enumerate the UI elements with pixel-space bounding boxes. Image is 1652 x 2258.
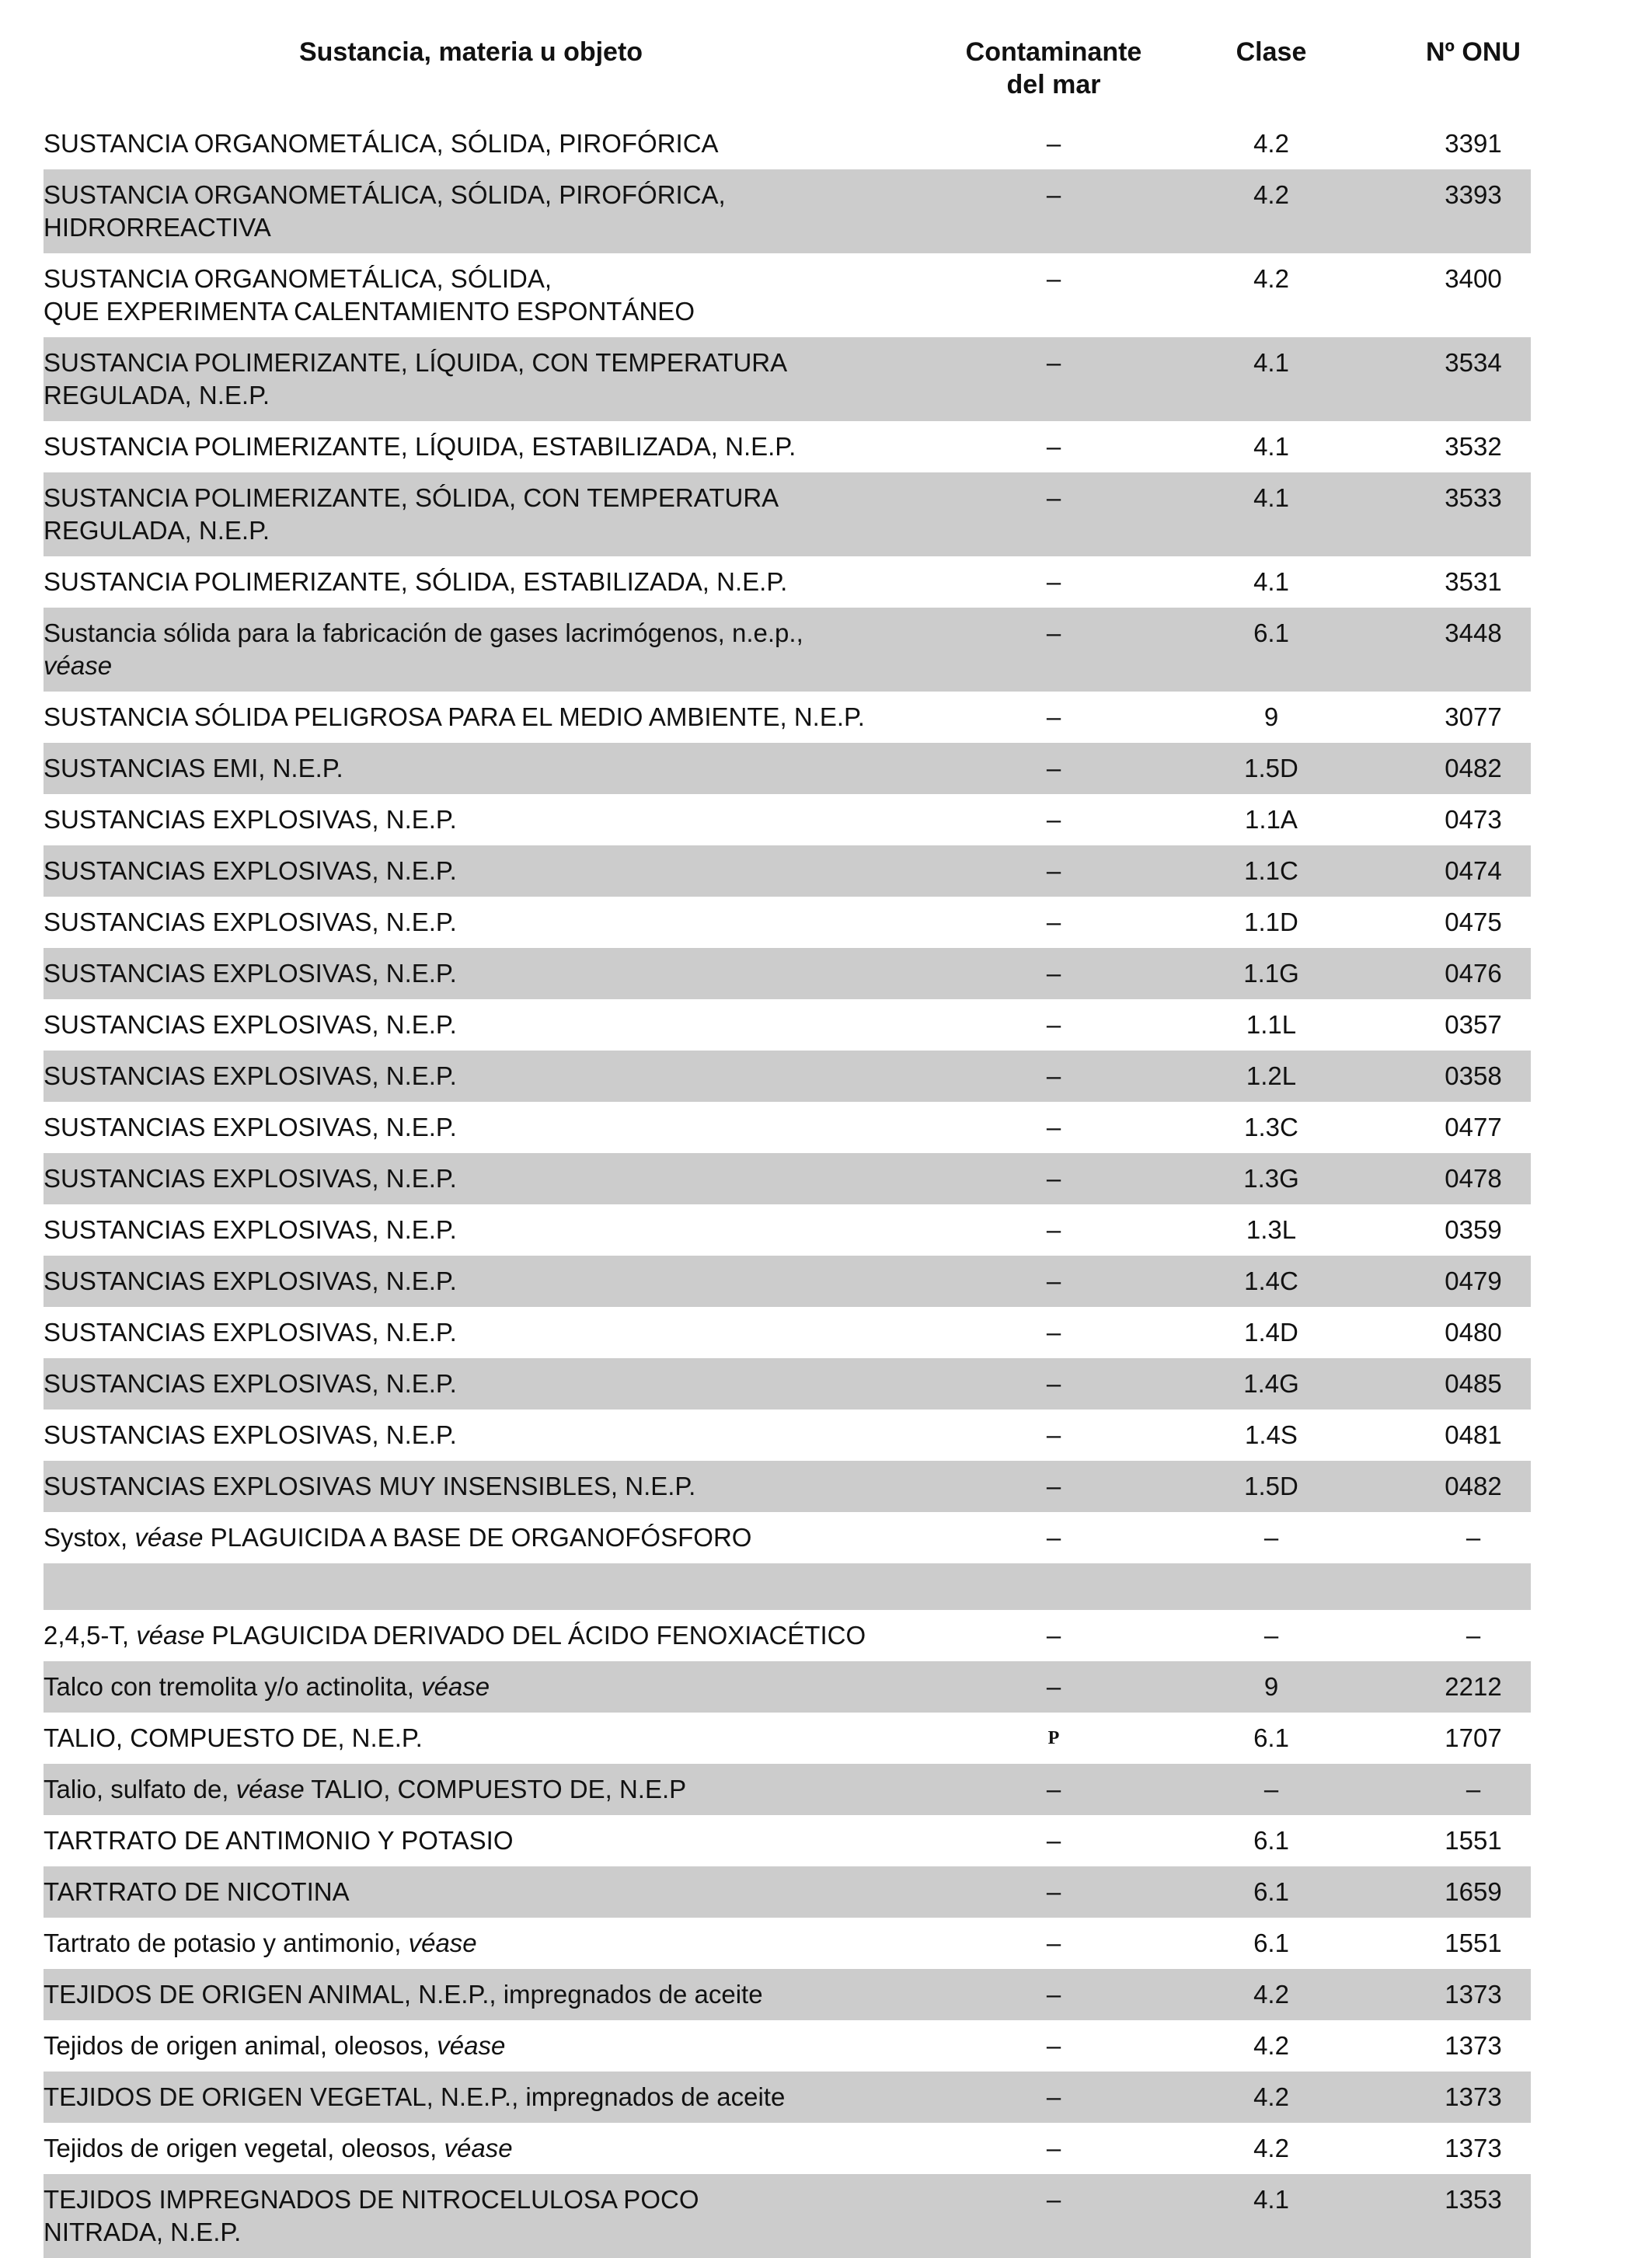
- class-cell: 4.2: [1253, 2031, 1289, 2060]
- marine-pollutant-cell: –: [1046, 2134, 1061, 2162]
- substance-name-text: Talio, sulfato de,: [44, 1775, 236, 1803]
- substance-name-text: Talco con tremolita y/o actinolita,: [44, 1672, 422, 1701]
- un-number-cell: 0473: [1445, 805, 1502, 834]
- substance-name: [44, 263, 922, 328]
- substance-name-text: SUSTANCIA POLIMERIZANTE, LÍQUIDA, ESTABILIZADA, N.E.P.: [44, 432, 796, 461]
- class-cell: 4.1: [1253, 483, 1289, 512]
- substance-name: [44, 2132, 922, 2165]
- class-cell: 1.3G: [1243, 1164, 1299, 1193]
- table-row: [44, 253, 1531, 337]
- substance-name-text: SUSTANCIAS EXPLOSIVAS, N.E.P.: [44, 908, 457, 936]
- substance-name: [44, 347, 922, 412]
- table-row: [44, 1102, 1531, 1153]
- marine-pollutant-cell: –: [1046, 1061, 1061, 1090]
- substance-name: [44, 1316, 922, 1349]
- table-row: [44, 1866, 1531, 1918]
- table-row: [44, 1204, 1531, 1256]
- substance-name: [44, 127, 922, 160]
- substance-name-text: SUSTANCIAS EXPLOSIVAS, N.E.P.: [44, 1318, 457, 1347]
- substance-name-text: SUSTANCIAS EXPLOSIVAS, N.E.P.: [44, 1113, 457, 1141]
- marine-pollutant-cell: –: [1046, 1877, 1061, 1906]
- marine-pollutant-cell: –: [1046, 2082, 1061, 2111]
- class-cell: –: [1263, 1621, 1279, 1650]
- table-row: [44, 1256, 1531, 1307]
- un-number-cell: 0475: [1445, 908, 1502, 936]
- substance-name-text: Sustancia sólida para la fabricación de gases lacrimógenos, n.e.p.,: [44, 619, 803, 647]
- un-number-cell: 0477: [1445, 1113, 1502, 1141]
- class-cell: 6.1: [1253, 1826, 1289, 1855]
- class-cell: 1.1L: [1246, 1010, 1297, 1039]
- substance-name-text: TARTRATO DE NICOTINA: [44, 1877, 350, 1906]
- un-number-cell: 1659: [1445, 1877, 1502, 1906]
- table-row: [44, 1358, 1531, 1410]
- substance-name-text: TEJIDOS DE ORIGEN ANIMAL, N.E.P., impregnados de aceite: [44, 1980, 763, 2009]
- marine-pollutant-cell: –: [1046, 567, 1061, 596]
- un-number-cell: 0359: [1445, 1215, 1502, 1244]
- marine-pollutant-cell: –: [1046, 805, 1061, 834]
- table-row: [44, 845, 1531, 897]
- see-reference-text: véase: [444, 2134, 513, 2162]
- substance-name: [44, 752, 922, 785]
- substance-name-text: SUSTANCIAS EXPLOSIVAS, N.E.P.: [44, 805, 457, 834]
- marine-pollutant-cell: –: [1046, 2031, 1061, 2060]
- marine-pollutant-cell: –: [1046, 1523, 1061, 1552]
- substance-name-text: SUSTANCIAS EXPLOSIVAS MUY INSENSIBLES, N.E.P.: [44, 1472, 696, 1500]
- table-row: [44, 169, 1531, 253]
- substance-name: [44, 1978, 922, 2011]
- un-number-cell: 1707: [1445, 1723, 1502, 1752]
- substance-name-text: SUSTANCIAS EXPLOSIVAS, N.E.P.: [44, 856, 457, 885]
- un-number-cell: 1353: [1445, 2185, 1502, 2214]
- class-cell: 1.1D: [1244, 908, 1298, 936]
- substance-name-text: SUSTANCIAS EXPLOSIVAS, N.E.P.: [44, 1061, 457, 1090]
- substance-name: [44, 906, 922, 939]
- marine-pollutant-cell: –: [1046, 1369, 1061, 1398]
- marine-pollutant-cell: –: [1046, 908, 1061, 936]
- marine-pollutant-cell: –: [1046, 1164, 1061, 1193]
- table-row: [44, 743, 1531, 794]
- un-number-cell: 3448: [1445, 619, 1502, 647]
- marine-pollutant-cell: –: [1046, 129, 1061, 158]
- table-row: [44, 2072, 1531, 2123]
- substance-name: [44, 701, 922, 734]
- substance-name-text: 2,4,5-T,: [44, 1621, 137, 1650]
- header-class: Clase: [1236, 37, 1307, 67]
- substance-name: [44, 179, 922, 244]
- substance-name-text: SUSTANCIAS EXPLOSIVAS, N.E.P.: [44, 1267, 457, 1295]
- un-number-cell: –: [1466, 1775, 1481, 1803]
- class-cell: 1.1C: [1244, 856, 1298, 885]
- substance-name-text: SUSTANCIAS EXPLOSIVAS, N.E.P.: [44, 1010, 457, 1039]
- substance-name-text: Tejidos de origen animal, oleosos,: [44, 2031, 437, 2060]
- class-cell: –: [1263, 1523, 1279, 1552]
- substance-name-text: SUSTANCIAS EXPLOSIVAS, N.E.P.: [44, 1369, 457, 1398]
- marine-pollutant-cell: –: [1046, 1420, 1061, 1449]
- class-cell: 1.4G: [1243, 1369, 1299, 1398]
- un-number-cell: 1551: [1445, 1826, 1502, 1855]
- substance-name-text: SUSTANCIAS EMI, N.E.P.: [44, 754, 343, 782]
- see-reference-text: véase: [44, 651, 113, 680]
- un-number-cell: 3533: [1445, 483, 1502, 512]
- substance-name-text: Tejidos de origen vegetal, oleosos,: [44, 2134, 444, 2162]
- substance-name: [44, 482, 922, 547]
- marine-pollutant-cell: –: [1046, 1826, 1061, 1855]
- un-number-cell: 2212: [1445, 1672, 1502, 1701]
- marine-pollutant-cell: –: [1046, 702, 1061, 731]
- marine-pollutant-cell: –: [1046, 432, 1061, 461]
- un-number-cell: 1373: [1445, 2031, 1502, 2060]
- class-cell: 1.3C: [1244, 1113, 1298, 1141]
- un-number-cell: 3077: [1445, 702, 1502, 731]
- class-cell: 6.1: [1253, 619, 1289, 647]
- un-number-cell: 1551: [1445, 1929, 1502, 1957]
- dangerous-goods-index-table: [44, 28, 1531, 2258]
- marine-pollutant-cell: P: [1047, 1728, 1060, 1748]
- table-row: [44, 2174, 1531, 2258]
- substance-name: [44, 1824, 922, 1857]
- un-number-cell: 0482: [1445, 1472, 1502, 1500]
- see-reference-text: véase: [136, 1621, 205, 1650]
- substance-name: [44, 1368, 922, 1400]
- substance-name-text: SUSTANCIA POLIMERIZANTE, SÓLIDA, ESTABILIZADA, N.E.P.: [44, 567, 788, 596]
- un-number-cell: 0482: [1445, 754, 1502, 782]
- class-cell: 6.1: [1253, 1877, 1289, 1906]
- see-reference-text: véase: [134, 1523, 204, 1552]
- class-cell: 4.2: [1253, 2082, 1289, 2111]
- un-number-cell: 3393: [1445, 180, 1502, 209]
- marine-pollutant-cell: –: [1046, 1267, 1061, 1295]
- class-cell: 6.1: [1253, 1929, 1289, 1957]
- table-row: [44, 2020, 1531, 2072]
- table-row: [44, 1512, 1531, 1563]
- table-body: [44, 118, 1531, 2258]
- marine-pollutant-cell: –: [1046, 1215, 1061, 1244]
- table-row: [44, 1410, 1531, 1461]
- table-row: [44, 1969, 1531, 2020]
- substance-name: [44, 1876, 922, 1908]
- table-row: [44, 1563, 1531, 1610]
- table-row: [44, 1153, 1531, 1204]
- marine-pollutant-cell: –: [1046, 856, 1061, 885]
- marine-pollutant-cell: –: [1046, 619, 1061, 647]
- marine-pollutant-cell: –: [1046, 483, 1061, 512]
- table-row: [44, 897, 1531, 948]
- substance-name-text: SUSTANCIAS EXPLOSIVAS, N.E.P.: [44, 1420, 457, 1449]
- un-number-cell: 0358: [1445, 1061, 1502, 1090]
- table-row: [44, 1610, 1531, 1661]
- substance-name: [44, 1111, 922, 1144]
- reference-target-text: PLAGUICIDA DERIVADO DEL ÁCIDO FENOXIACÉTICO: [204, 1621, 866, 1650]
- table-row: [44, 421, 1531, 472]
- class-cell: 1.4D: [1244, 1318, 1298, 1347]
- substance-name-text: SUSTANCIAS EXPLOSIVAS, N.E.P.: [44, 1164, 457, 1193]
- header-marine-pollutant: Contaminante del mar: [965, 37, 1142, 99]
- substance-name-text: SUSTANCIA POLIMERIZANTE, SÓLIDA, CON TEMPERATURA REGULADA, N.E.P.: [44, 483, 779, 545]
- class-cell: 1.5D: [1244, 1472, 1298, 1500]
- class-cell: 1.4C: [1244, 1267, 1298, 1295]
- marine-pollutant-cell: –: [1046, 1775, 1061, 1803]
- see-reference-text: véase: [235, 1775, 305, 1803]
- table-row: [44, 472, 1531, 556]
- un-number-cell: 0485: [1445, 1369, 1502, 1398]
- marine-pollutant-cell: –: [1046, 1010, 1061, 1039]
- see-reference-text: véase: [437, 2031, 506, 2060]
- class-cell: 1.5D: [1244, 754, 1298, 782]
- substance-name-text: TEJIDOS DE ORIGEN VEGETAL, N.E.P., impregnados de aceite: [44, 2082, 786, 2111]
- class-cell: 9: [1263, 1672, 1279, 1701]
- un-number-cell: 3391: [1445, 129, 1502, 158]
- substance-name: [44, 566, 922, 598]
- class-cell: 4.2: [1253, 180, 1289, 209]
- class-cell: 4.1: [1253, 348, 1289, 377]
- table-row: [44, 692, 1531, 743]
- substance-name-text: SUSTANCIA ORGANOMETÁLICA, SÓLIDA, QUE EXPERIMENTA CALENTAMIENTO ESPONTÁNEO: [44, 264, 695, 326]
- table-row: [44, 1661, 1531, 1713]
- table-row: [44, 1307, 1531, 1358]
- un-number-cell: –: [1466, 1523, 1481, 1552]
- substance-name: [44, 1265, 922, 1298]
- table-row: [44, 1918, 1531, 1969]
- marine-pollutant-cell: –: [1046, 180, 1061, 209]
- substance-name-text: SUSTANCIA SÓLIDA PELIGROSA PARA EL MEDIO AMBIENTE, N.E.P.: [44, 702, 865, 731]
- marine-pollutant-cell: –: [1046, 264, 1061, 293]
- reference-target-text: TALIO, COMPUESTO DE, N.E.P: [304, 1775, 687, 1803]
- substance-name: [44, 1419, 922, 1451]
- table-row: [44, 948, 1531, 999]
- substance-name: [44, 430, 922, 463]
- substance-name: [44, 1521, 922, 1554]
- un-number-cell: 0479: [1445, 1267, 1502, 1295]
- class-cell: 9: [1263, 702, 1279, 731]
- substance-name: [44, 1773, 922, 1806]
- class-cell: 4.2: [1253, 129, 1289, 158]
- table-row: [44, 556, 1531, 608]
- class-cell: –: [1263, 1775, 1279, 1803]
- marine-pollutant-cell: –: [1046, 1672, 1061, 1701]
- substance-name-text: TARTRATO DE ANTIMONIO Y POTASIO: [44, 1826, 514, 1855]
- class-cell: 4.2: [1253, 1980, 1289, 2009]
- class-cell: 1.1A: [1245, 805, 1298, 834]
- marine-pollutant-cell: –: [1046, 1113, 1061, 1141]
- un-number-cell: 3532: [1445, 432, 1502, 461]
- table-row: [44, 794, 1531, 845]
- class-cell: 1.3L: [1246, 1215, 1297, 1244]
- substance-name-text: SUSTANCIA ORGANOMETÁLICA, SÓLIDA, PIROFÓRICA: [44, 129, 719, 158]
- substance-name: [44, 617, 922, 682]
- un-number-cell: 0476: [1445, 959, 1502, 988]
- marine-pollutant-cell: –: [1046, 1929, 1061, 1957]
- substance-name-text: SUSTANCIA ORGANOMETÁLICA, SÓLIDA, PIROFÓRICA, HIDRORREACTIVA: [44, 180, 726, 242]
- substance-name-text: Systox,: [44, 1523, 135, 1552]
- substance-name: [44, 2081, 922, 2113]
- substance-name-text: SUSTANCIAS EXPLOSIVAS, N.E.P.: [44, 959, 457, 988]
- marine-pollutant-cell: –: [1046, 959, 1061, 988]
- un-number-cell: 3400: [1445, 264, 1502, 293]
- class-cell: 1.4S: [1245, 1420, 1298, 1449]
- substance-name: [44, 1470, 922, 1503]
- un-number-cell: 3531: [1445, 567, 1502, 596]
- table-row: [44, 118, 1531, 169]
- substance-name: [44, 957, 922, 990]
- substance-name: [44, 1619, 922, 1652]
- substance-name-text: TALIO, COMPUESTO DE, N.E.P.: [44, 1723, 423, 1752]
- substance-name: [44, 855, 922, 887]
- class-cell: 4.1: [1253, 567, 1289, 596]
- class-cell: 4.1: [1253, 432, 1289, 461]
- substance-name: [44, 1060, 922, 1092]
- class-cell: 4.2: [1253, 2134, 1289, 2162]
- see-reference-text: véase: [408, 1929, 477, 1957]
- marine-pollutant-cell: –: [1046, 1621, 1061, 1650]
- table-row: [44, 999, 1531, 1051]
- header-un-number: Nº ONU: [1426, 37, 1521, 67]
- substance-name: [44, 1162, 922, 1195]
- class-cell: 1.1G: [1243, 959, 1299, 988]
- marine-pollutant-cell: –: [1046, 2185, 1061, 2214]
- substance-name-text: Tartrato de potasio y antimonio,: [44, 1929, 409, 1957]
- table-row: [44, 1713, 1531, 1764]
- table-row: [44, 1764, 1531, 1815]
- substance-name: [44, 1009, 922, 1041]
- substance-name: [44, 1214, 922, 1246]
- marine-pollutant-cell: –: [1046, 754, 1061, 782]
- substance-name: [44, 1722, 922, 1754]
- marine-pollutant-cell: –: [1046, 1318, 1061, 1347]
- class-cell: 4.1: [1253, 2185, 1289, 2214]
- un-number-cell: 1373: [1445, 1980, 1502, 2009]
- un-number-cell: 3534: [1445, 348, 1502, 377]
- class-cell: 4.2: [1253, 264, 1289, 293]
- table-row: [44, 337, 1531, 421]
- see-reference-text: véase: [421, 1672, 490, 1701]
- marine-pollutant-cell: –: [1046, 1472, 1061, 1500]
- un-number-cell: 0480: [1445, 1318, 1502, 1347]
- substance-name: [44, 803, 922, 836]
- substance-name: [44, 2183, 922, 2249]
- class-cell: 6.1: [1253, 1723, 1289, 1752]
- reference-target-text: PLAGUICIDA A BASE DE ORGANOFÓSFORO: [203, 1523, 752, 1552]
- marine-pollutant-cell: –: [1046, 348, 1061, 377]
- table-row: [44, 1461, 1531, 1512]
- table-row: [44, 1815, 1531, 1866]
- substance-name-text: TEJIDOS IMPREGNADOS DE NITROCELULOSA POCO NITRADA, N.E.P.: [44, 2185, 699, 2246]
- un-number-cell: 0357: [1445, 1010, 1502, 1039]
- un-number-cell: 0478: [1445, 1164, 1502, 1193]
- substance-name: [44, 1927, 922, 1960]
- table-row: [44, 1051, 1531, 1102]
- class-cell: 1.2L: [1246, 1061, 1297, 1090]
- un-number-cell: 0481: [1445, 1420, 1502, 1449]
- header-substance: Sustancia, materia u objeto: [298, 37, 643, 67]
- substance-name-text: SUSTANCIA POLIMERIZANTE, LÍQUIDA, CON TEMPERATURA REGULADA, N.E.P.: [44, 348, 788, 409]
- table-row: [44, 608, 1531, 692]
- un-number-cell: 1373: [1445, 2134, 1502, 2162]
- un-number-cell: –: [1466, 1621, 1481, 1650]
- substance-name-text: SUSTANCIAS EXPLOSIVAS, N.E.P.: [44, 1215, 457, 1244]
- un-number-cell: 0474: [1445, 856, 1502, 885]
- substance-name: [44, 1671, 922, 1703]
- marine-pollutant-cell: –: [1046, 1980, 1061, 2009]
- substance-name: [44, 2030, 922, 2062]
- table-header: [44, 28, 1531, 107]
- un-number-cell: 1373: [1445, 2082, 1502, 2111]
